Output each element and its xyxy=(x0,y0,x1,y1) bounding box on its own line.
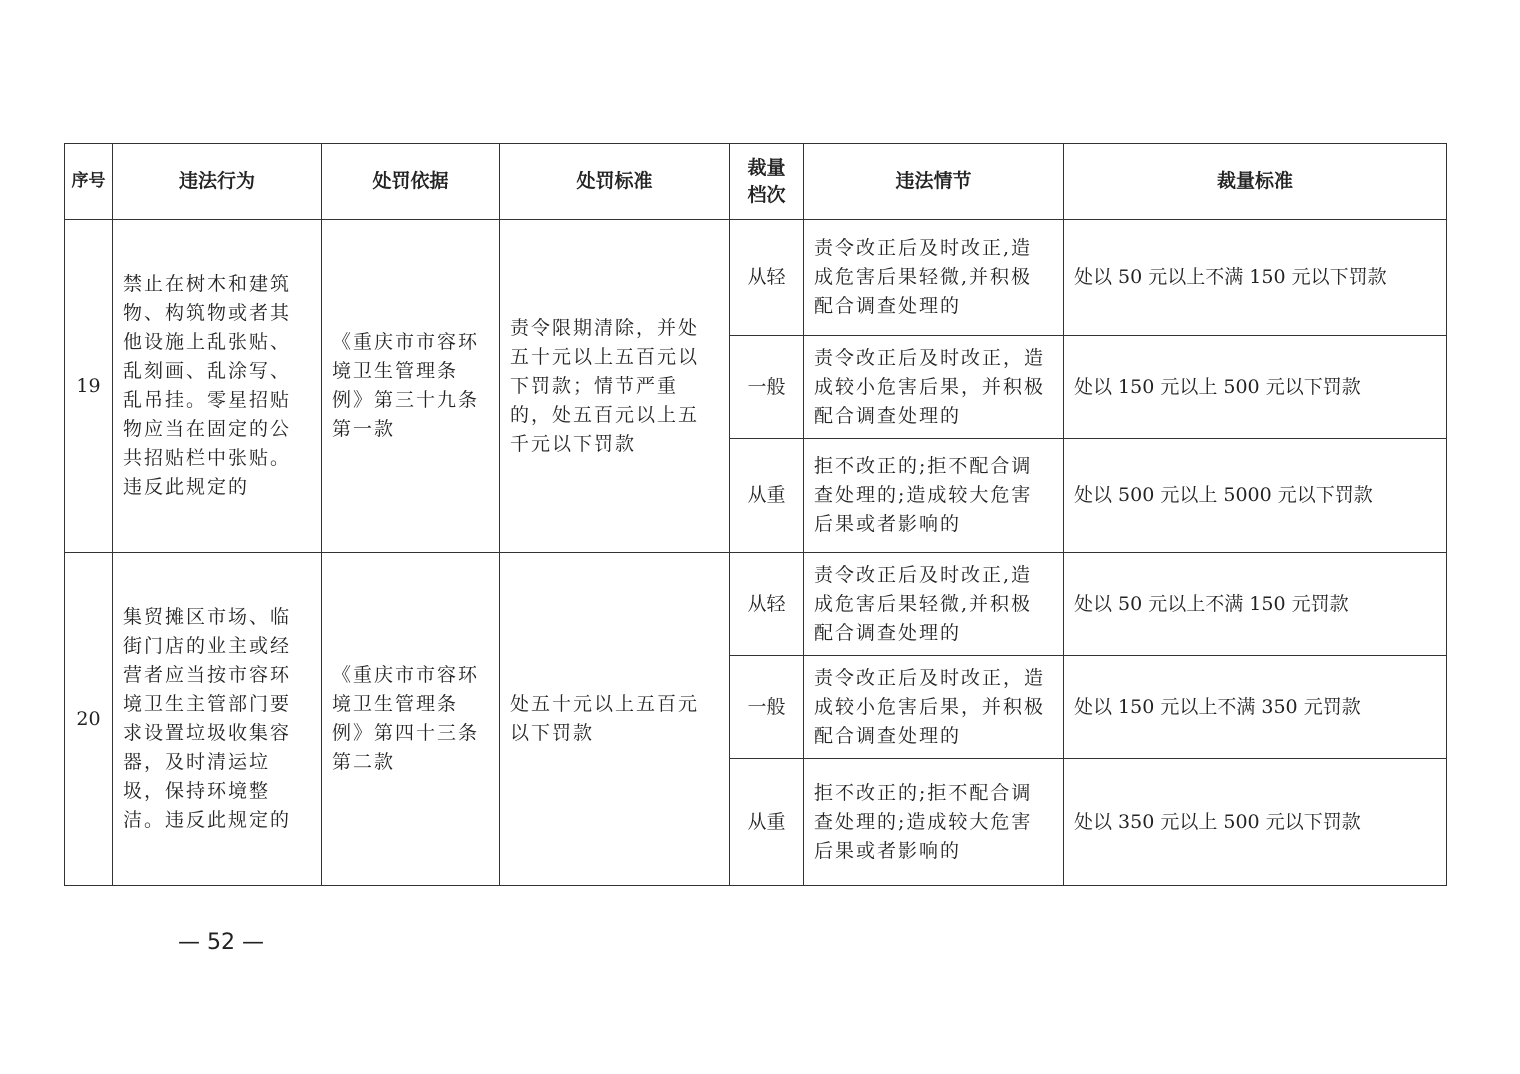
level-label: 从重 xyxy=(730,759,804,886)
circumstance-text: 责令改正后及时改正，造成较小危害后果，并积极配合调查处理的 xyxy=(804,336,1064,439)
header-basis: 处罚依据 xyxy=(322,144,500,220)
level-label: 从重 xyxy=(730,439,804,553)
level-label: 从轻 xyxy=(730,553,804,656)
level-label: 一般 xyxy=(730,656,804,759)
table-row xyxy=(65,553,1447,656)
circumstance-text: 责令改正后及时改正，造成较小危害后果，并积极配合调查处理的 xyxy=(804,656,1064,759)
row-behavior: 集贸摊区市场、临街门店的业主或经营者应当按市容环境卫生主管部门要求设置垃圾收集容器，及时清运垃圾，保持环境整洁。违反此规定的 xyxy=(113,553,322,886)
row-standard: 责令限期清除，并处五十元以上五百元以下罚款；情节严重的，处五百元以上五千元以下罚款 xyxy=(500,220,730,553)
discretion-text: 处以 350 元以上 500 元以下罚款 xyxy=(1064,759,1447,886)
row-basis: 《重庆市市容环境卫生管理条例》第四十三条第二款 xyxy=(322,553,500,886)
header-behavior: 违法行为 xyxy=(113,144,322,220)
level-label: 从轻 xyxy=(730,220,804,336)
header-discretion: 裁量标准 xyxy=(1064,144,1447,220)
header-no: 序号 xyxy=(65,144,113,220)
discretion-text: 处以 150 元以上不满 350 元罚款 xyxy=(1064,656,1447,759)
row-no: 19 xyxy=(65,220,113,553)
discretion-text: 处以 150 元以上 500 元以下罚款 xyxy=(1064,336,1447,439)
header-row xyxy=(65,144,1447,220)
page-number: — 52 — xyxy=(178,930,264,955)
discretion-text: 处以 50 元以上不满 150 元罚款 xyxy=(1064,553,1447,656)
circumstance-text: 责令改正后及时改正,造成危害后果轻微,并积极配合调查处理的 xyxy=(804,553,1064,656)
circumstance-text: 拒不改正的;拒不配合调查处理的;造成较大危害后果或者影响的 xyxy=(804,759,1064,886)
header-level: 裁量档次 xyxy=(730,144,804,220)
penalty-table xyxy=(64,143,1447,886)
header-circumstance: 违法情节 xyxy=(804,144,1064,220)
table-row xyxy=(65,220,1447,336)
row-behavior: 禁止在树木和建筑物、构筑物或者其他设施上乱张贴、乱刻画、乱涂写、乱吊挂。零星招贴物应当在固定的公共招贴栏中张贴。违反此规定的 xyxy=(113,220,322,553)
circumstance-text: 拒不改正的;拒不配合调查处理的;造成较大危害后果或者影响的 xyxy=(804,439,1064,553)
row-no: 20 xyxy=(65,553,113,886)
row-basis: 《重庆市市容环境卫生管理条例》第三十九条第一款 xyxy=(322,220,500,553)
header-standard: 处罚标准 xyxy=(500,144,730,220)
discretion-text: 处以 50 元以上不满 150 元以下罚款 xyxy=(1064,220,1447,336)
level-label: 一般 xyxy=(730,336,804,439)
circumstance-text: 责令改正后及时改正,造成危害后果轻微,并积极配合调查处理的 xyxy=(804,220,1064,336)
discretion-text: 处以 500 元以上 5000 元以下罚款 xyxy=(1064,439,1447,553)
row-standard: 处五十元以上五百元以下罚款 xyxy=(500,553,730,886)
